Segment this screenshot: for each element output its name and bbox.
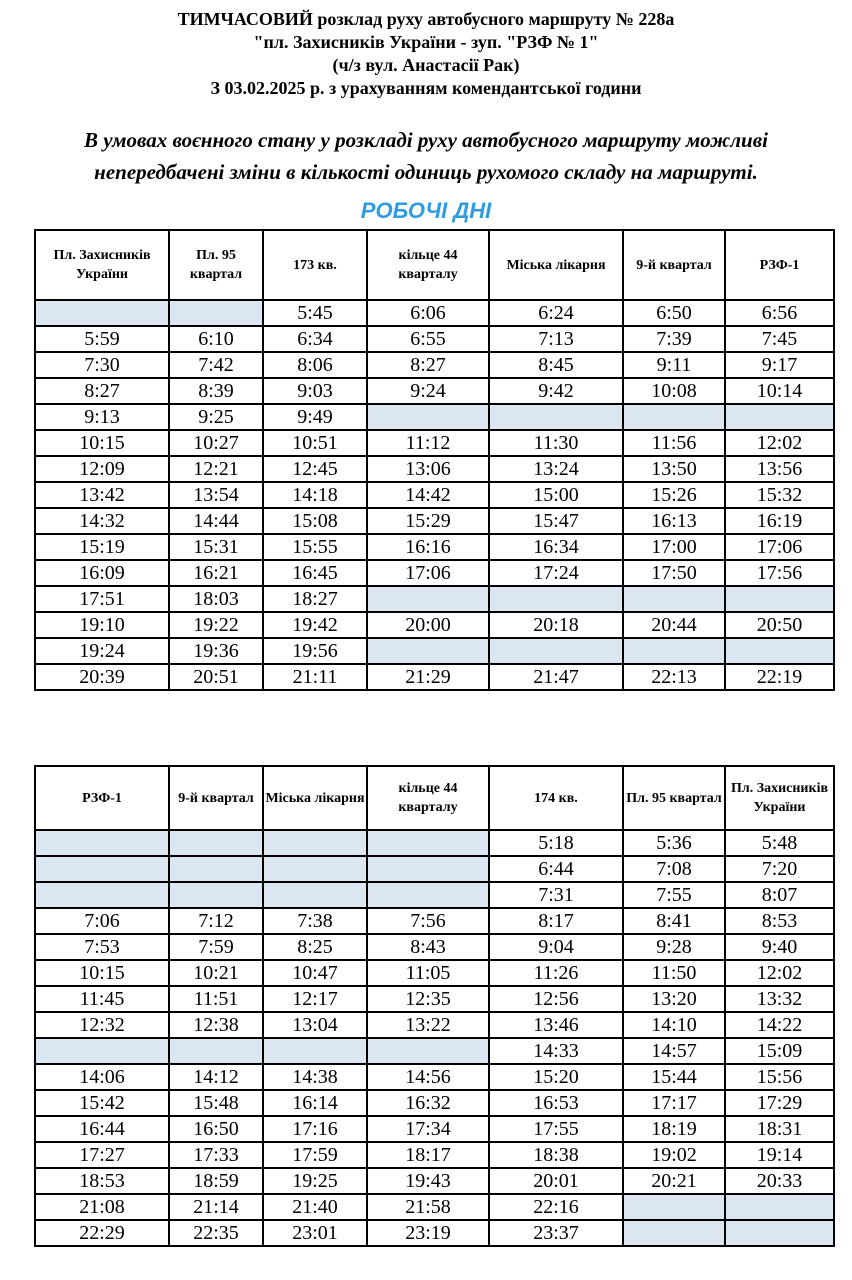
time-cell: 17:29 (725, 1090, 834, 1116)
table-row (35, 352, 834, 378)
time-cell: 8:06 (263, 352, 367, 378)
time-cell: 7:30 (35, 352, 169, 378)
column-header: Пл. 95 квартал (169, 230, 263, 300)
empty-cell (263, 830, 367, 856)
time-cell: 19:43 (367, 1168, 489, 1194)
time-cell: 14:57 (623, 1038, 725, 1064)
time-cell: 6:50 (623, 300, 725, 326)
empty-cell (169, 882, 263, 908)
time-cell: 7:31 (489, 882, 623, 908)
time-cell: 11:51 (169, 986, 263, 1012)
time-cell: 9:42 (489, 378, 623, 404)
empty-cell (35, 856, 169, 882)
time-cell: 13:54 (169, 482, 263, 508)
empty-cell (489, 586, 623, 612)
column-header: 9-й квартал (169, 766, 263, 830)
table-row (35, 586, 834, 612)
time-cell: 13:56 (725, 456, 834, 482)
table-row (35, 986, 834, 1012)
time-cell: 14:06 (35, 1064, 169, 1090)
time-cell: 7:39 (623, 326, 725, 352)
notice-line-1: В умовах воєнного стану у розкладі руху автобусного маршруту можливі (84, 128, 768, 152)
time-cell: 22:19 (725, 664, 834, 690)
time-cell: 17:16 (263, 1116, 367, 1142)
time-cell: 19:22 (169, 612, 263, 638)
empty-cell (367, 1038, 489, 1064)
empty-cell (489, 638, 623, 664)
time-cell: 16:16 (367, 534, 489, 560)
table-row (35, 482, 834, 508)
time-cell: 6:44 (489, 856, 623, 882)
time-cell: 21:08 (35, 1194, 169, 1220)
time-cell: 19:42 (263, 612, 367, 638)
time-cell: 16:19 (725, 508, 834, 534)
time-cell: 7:20 (725, 856, 834, 882)
table-row (35, 1142, 834, 1168)
time-cell: 15:26 (623, 482, 725, 508)
time-cell: 17:06 (725, 534, 834, 560)
empty-cell (263, 1038, 367, 1064)
time-cell: 14:32 (35, 508, 169, 534)
time-cell: 15:47 (489, 508, 623, 534)
empty-cell (367, 586, 489, 612)
time-cell: 13:24 (489, 456, 623, 482)
time-cell: 17:06 (367, 560, 489, 586)
time-cell: 15:56 (725, 1064, 834, 1090)
empty-cell (367, 830, 489, 856)
time-cell: 9:49 (263, 404, 367, 430)
time-cell: 21:40 (263, 1194, 367, 1220)
empty-cell (263, 882, 367, 908)
time-cell: 12:02 (725, 430, 834, 456)
time-cell: 19:24 (35, 638, 169, 664)
time-cell: 19:14 (725, 1142, 834, 1168)
time-cell: 20:44 (623, 612, 725, 638)
time-cell: 7:55 (623, 882, 725, 908)
time-cell: 6:10 (169, 326, 263, 352)
schedule-table-return (34, 765, 835, 1247)
column-header: Пл. Захисників України (725, 766, 834, 830)
time-cell: 8:25 (263, 934, 367, 960)
time-cell: 18:31 (725, 1116, 834, 1142)
empty-cell (35, 830, 169, 856)
time-cell: 13:42 (35, 482, 169, 508)
time-cell: 13:04 (263, 1012, 367, 1038)
time-cell: 15:31 (169, 534, 263, 560)
header-route: "пл. Захисників України - зуп. "РЗФ № 1" (253, 32, 599, 52)
time-cell: 14:44 (169, 508, 263, 534)
empty-cell (489, 404, 623, 430)
time-cell: 14:12 (169, 1064, 263, 1090)
table-row (35, 960, 834, 986)
time-cell: 8:27 (35, 378, 169, 404)
time-cell: 20:18 (489, 612, 623, 638)
time-cell: 11:45 (35, 986, 169, 1012)
empty-cell (35, 300, 169, 326)
table-row (35, 1220, 834, 1246)
time-cell: 22:29 (35, 1220, 169, 1246)
column-header: Пл. 95 квартал (623, 766, 725, 830)
column-header: 173 кв. (263, 230, 367, 300)
table-row (35, 1038, 834, 1064)
time-cell: 20:39 (35, 664, 169, 690)
table-header-row (35, 766, 834, 830)
time-cell: 19:25 (263, 1168, 367, 1194)
empty-cell (623, 1194, 725, 1220)
column-header: РЗФ-1 (725, 230, 834, 300)
time-cell: 17:17 (623, 1090, 725, 1116)
time-cell: 9:17 (725, 352, 834, 378)
table-row (35, 456, 834, 482)
time-cell: 17:56 (725, 560, 834, 586)
time-cell: 7:59 (169, 934, 263, 960)
time-cell: 11:12 (367, 430, 489, 456)
time-cell: 11:26 (489, 960, 623, 986)
time-cell: 23:19 (367, 1220, 489, 1246)
time-cell: 9:11 (623, 352, 725, 378)
empty-cell (169, 830, 263, 856)
time-cell: 18:38 (489, 1142, 623, 1168)
time-cell: 12:02 (725, 960, 834, 986)
time-cell: 22:16 (489, 1194, 623, 1220)
time-cell: 14:18 (263, 482, 367, 508)
time-cell: 15:55 (263, 534, 367, 560)
time-cell: 11:56 (623, 430, 725, 456)
time-cell: 7:42 (169, 352, 263, 378)
time-cell: 7:38 (263, 908, 367, 934)
time-cell: 11:50 (623, 960, 725, 986)
time-cell: 16:45 (263, 560, 367, 586)
time-cell: 15:19 (35, 534, 169, 560)
time-cell: 18:03 (169, 586, 263, 612)
time-cell: 15:09 (725, 1038, 834, 1064)
time-cell: 5:48 (725, 830, 834, 856)
time-cell: 10:08 (623, 378, 725, 404)
time-cell: 15:44 (623, 1064, 725, 1090)
time-cell: 17:33 (169, 1142, 263, 1168)
table-row (35, 1194, 834, 1220)
empty-cell (623, 638, 725, 664)
time-cell: 8:45 (489, 352, 623, 378)
column-header: Пл. Захисників України (35, 230, 169, 300)
empty-cell (623, 404, 725, 430)
empty-cell (367, 404, 489, 430)
column-header: Міська лікарня (489, 230, 623, 300)
table-row (35, 664, 834, 690)
time-cell: 6:55 (367, 326, 489, 352)
time-cell: 14:56 (367, 1064, 489, 1090)
header-via: (ч/з вул. Анастасії Рак) (332, 55, 520, 75)
time-cell: 8:07 (725, 882, 834, 908)
time-cell: 8:39 (169, 378, 263, 404)
time-cell: 16:13 (623, 508, 725, 534)
time-cell: 16:21 (169, 560, 263, 586)
table-row (35, 1090, 834, 1116)
time-cell: 15:42 (35, 1090, 169, 1116)
empty-cell (725, 1194, 834, 1220)
table-row (35, 1168, 834, 1194)
time-cell: 7:08 (623, 856, 725, 882)
empty-cell (367, 638, 489, 664)
time-cell: 9:28 (623, 934, 725, 960)
time-cell: 13:20 (623, 986, 725, 1012)
time-cell: 10:15 (35, 960, 169, 986)
empty-cell (367, 882, 489, 908)
time-cell: 15:08 (263, 508, 367, 534)
column-header: 174 кв. (489, 766, 623, 830)
time-cell: 13:50 (623, 456, 725, 482)
time-cell: 21:11 (263, 664, 367, 690)
time-cell: 10:14 (725, 378, 834, 404)
empty-cell (35, 1038, 169, 1064)
time-cell: 13:06 (367, 456, 489, 482)
time-cell: 12:09 (35, 456, 169, 482)
time-cell: 19:02 (623, 1142, 725, 1168)
time-cell: 8:41 (623, 908, 725, 934)
time-cell: 7:56 (367, 908, 489, 934)
time-cell: 12:21 (169, 456, 263, 482)
notice-line-2: непередбачені зміни в кількості одиниць рухомого складу на маршруті. (94, 160, 758, 184)
time-cell: 10:15 (35, 430, 169, 456)
empty-cell (169, 856, 263, 882)
time-cell: 6:24 (489, 300, 623, 326)
time-cell: 10:47 (263, 960, 367, 986)
table-row (35, 1064, 834, 1090)
time-cell: 15:29 (367, 508, 489, 534)
time-cell: 14:33 (489, 1038, 623, 1064)
time-cell: 22:13 (623, 664, 725, 690)
time-cell: 12:17 (263, 986, 367, 1012)
time-cell: 10:21 (169, 960, 263, 986)
time-cell: 16:53 (489, 1090, 623, 1116)
time-cell: 17:27 (35, 1142, 169, 1168)
table-row (35, 1116, 834, 1142)
time-cell: 12:38 (169, 1012, 263, 1038)
time-cell: 14:22 (725, 1012, 834, 1038)
time-cell: 11:30 (489, 430, 623, 456)
time-cell: 8:27 (367, 352, 489, 378)
time-cell: 15:32 (725, 482, 834, 508)
empty-cell (725, 1220, 834, 1246)
table-row (35, 612, 834, 638)
section-title-weekdays: РОБОЧІ ДНІ (360, 198, 492, 223)
time-cell: 18:19 (623, 1116, 725, 1142)
time-cell: 6:06 (367, 300, 489, 326)
time-cell: 16:50 (169, 1116, 263, 1142)
empty-cell (623, 586, 725, 612)
time-cell: 10:27 (169, 430, 263, 456)
time-cell: 8:53 (725, 908, 834, 934)
table-row (35, 508, 834, 534)
table-row (35, 908, 834, 934)
time-cell: 23:01 (263, 1220, 367, 1246)
table-row (35, 856, 834, 882)
empty-cell (263, 856, 367, 882)
table-row (35, 326, 834, 352)
time-cell: 18:17 (367, 1142, 489, 1168)
time-cell: 9:13 (35, 404, 169, 430)
time-cell: 21:14 (169, 1194, 263, 1220)
time-cell: 13:32 (725, 986, 834, 1012)
time-cell: 11:05 (367, 960, 489, 986)
time-cell: 17:59 (263, 1142, 367, 1168)
empty-cell (169, 300, 263, 326)
column-header: кільце 44 кварталу (367, 766, 489, 830)
empty-cell (169, 1038, 263, 1064)
schedule-table-outbound (34, 229, 835, 691)
table-row (35, 300, 834, 326)
time-cell: 7:53 (35, 934, 169, 960)
time-cell: 6:34 (263, 326, 367, 352)
time-cell: 12:35 (367, 986, 489, 1012)
table-row (35, 430, 834, 456)
time-cell: 18:59 (169, 1168, 263, 1194)
table-row (35, 404, 834, 430)
table-header-row (35, 230, 834, 300)
empty-cell (725, 586, 834, 612)
time-cell: 17:00 (623, 534, 725, 560)
time-cell: 19:36 (169, 638, 263, 664)
time-cell: 20:21 (623, 1168, 725, 1194)
time-cell: 19:10 (35, 612, 169, 638)
time-cell: 10:51 (263, 430, 367, 456)
empty-cell (367, 856, 489, 882)
time-cell: 17:51 (35, 586, 169, 612)
time-cell: 20:51 (169, 664, 263, 690)
time-cell: 16:09 (35, 560, 169, 586)
time-cell: 17:24 (489, 560, 623, 586)
time-cell: 9:40 (725, 934, 834, 960)
time-cell: 5:59 (35, 326, 169, 352)
column-header: 9-й квартал (623, 230, 725, 300)
time-cell: 14:42 (367, 482, 489, 508)
time-cell: 12:56 (489, 986, 623, 1012)
time-cell: 7:06 (35, 908, 169, 934)
empty-cell (35, 882, 169, 908)
time-cell: 17:55 (489, 1116, 623, 1142)
time-cell: 16:32 (367, 1090, 489, 1116)
time-cell: 12:45 (263, 456, 367, 482)
time-cell: 20:01 (489, 1168, 623, 1194)
time-cell: 13:46 (489, 1012, 623, 1038)
time-cell: 9:24 (367, 378, 489, 404)
table-row (35, 882, 834, 908)
table-row (35, 560, 834, 586)
time-cell: 16:14 (263, 1090, 367, 1116)
time-cell: 9:04 (489, 934, 623, 960)
time-cell: 15:20 (489, 1064, 623, 1090)
time-cell: 15:00 (489, 482, 623, 508)
time-cell: 16:34 (489, 534, 623, 560)
time-cell: 9:03 (263, 378, 367, 404)
time-cell: 7:12 (169, 908, 263, 934)
time-cell: 16:44 (35, 1116, 169, 1142)
empty-cell (623, 1220, 725, 1246)
martial-law-notice (0, 124, 852, 188)
time-cell: 7:13 (489, 326, 623, 352)
time-cell: 13:22 (367, 1012, 489, 1038)
time-cell: 6:56 (725, 300, 834, 326)
time-cell: 14:10 (623, 1012, 725, 1038)
time-cell: 14:38 (263, 1064, 367, 1090)
table-row (35, 378, 834, 404)
empty-cell (725, 404, 834, 430)
time-cell: 9:25 (169, 404, 263, 430)
column-header: РЗФ-1 (35, 766, 169, 830)
empty-cell (725, 638, 834, 664)
time-cell: 18:27 (263, 586, 367, 612)
column-header: кільце 44 кварталу (367, 230, 489, 300)
time-cell: 21:58 (367, 1194, 489, 1220)
time-cell: 21:29 (367, 664, 489, 690)
time-cell: 19:56 (263, 638, 367, 664)
time-cell: 17:34 (367, 1116, 489, 1142)
time-cell: 18:53 (35, 1168, 169, 1194)
table-row (35, 934, 834, 960)
table-row (35, 638, 834, 664)
time-cell: 20:33 (725, 1168, 834, 1194)
header-effective-date: З 03.02.2025 р. з урахуванням комендантської години (210, 78, 642, 98)
time-cell: 23:37 (489, 1220, 623, 1246)
time-cell: 8:43 (367, 934, 489, 960)
table-row (35, 534, 834, 560)
table-row (35, 830, 834, 856)
schedule-header (0, 8, 852, 100)
time-cell: 7:45 (725, 326, 834, 352)
time-cell: 17:50 (623, 560, 725, 586)
table-row (35, 1012, 834, 1038)
time-cell: 12:32 (35, 1012, 169, 1038)
time-cell: 15:48 (169, 1090, 263, 1116)
time-cell: 5:45 (263, 300, 367, 326)
time-cell: 21:47 (489, 664, 623, 690)
time-cell: 5:36 (623, 830, 725, 856)
time-cell: 5:18 (489, 830, 623, 856)
time-cell: 22:35 (169, 1220, 263, 1246)
time-cell: 20:50 (725, 612, 834, 638)
time-cell: 8:17 (489, 908, 623, 934)
time-cell: 20:00 (367, 612, 489, 638)
header-title: ТИМЧАСОВИЙ розклад руху автобусного маршруту № 228а (177, 9, 675, 29)
column-header: Міська лікарня (263, 766, 367, 830)
